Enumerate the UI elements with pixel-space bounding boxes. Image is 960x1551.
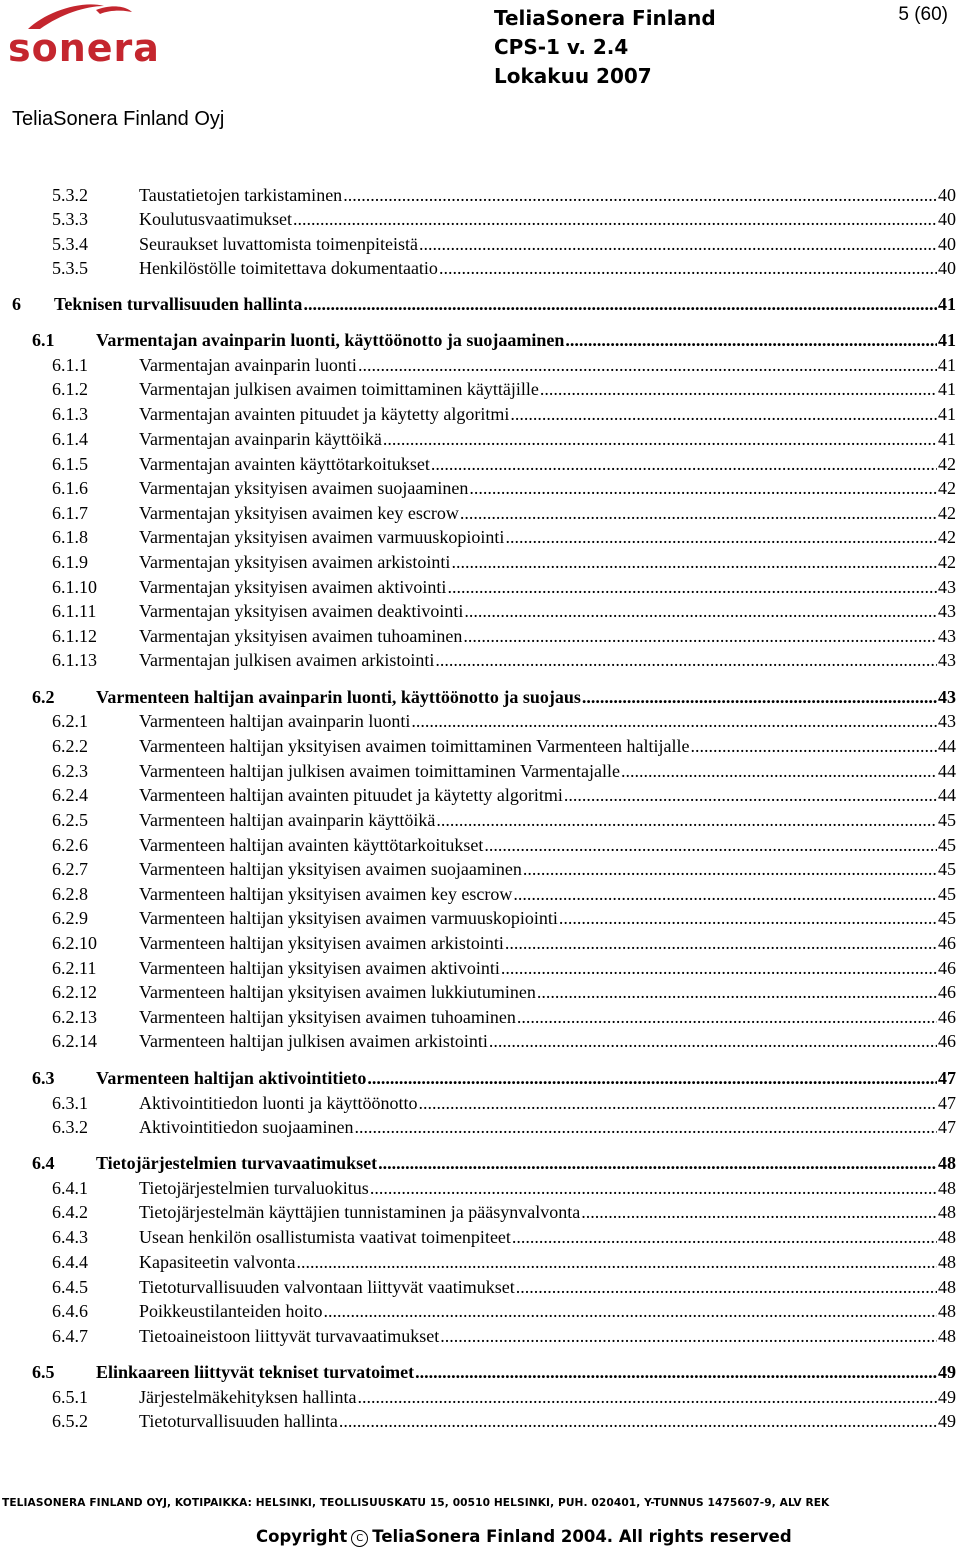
toc-entry-page: 47 [938, 1093, 956, 1113]
toc-entry-number: 6.4.5 [52, 1277, 88, 1297]
toc-entry-number: 6.2.12 [52, 982, 97, 1002]
toc-entry[interactable] [0, 1115, 960, 1139]
toc-leader-dots [439, 256, 937, 280]
toc-entry-title: Varmentajan yksityisen avaimen tuhoaminen [139, 626, 463, 646]
toc-entry[interactable] [0, 1385, 960, 1409]
toc-entry-title: Varmenteen haltijan avainparin luonti [139, 711, 411, 731]
toc-leader-dots [357, 1385, 937, 1409]
toc-entry-page: 45 [938, 908, 956, 928]
toc-entry[interactable] [0, 377, 960, 401]
toc-entry-title: Varmentajan yksityisen avaimen aktivointi [139, 577, 447, 597]
toc-entry[interactable] [0, 1225, 960, 1249]
toc-leader-dots [303, 292, 937, 316]
toc-leader-dots [581, 1200, 937, 1224]
toc-leader-dots [435, 648, 937, 672]
toc-leader-dots [447, 575, 937, 599]
toc-entry-page: 43 [938, 577, 956, 597]
toc-entry-page: 43 [938, 711, 956, 731]
sonera-logo [8, 2, 158, 68]
toc-entry[interactable] [0, 648, 960, 672]
toc-entry-title: Varmentajan avainten käyttötarkoitukset [139, 454, 430, 474]
toc-entry-number: 6.2.5 [52, 810, 88, 830]
toc-entry-page: 42 [938, 552, 956, 572]
toc-entry-number: 6.2.4 [52, 785, 88, 805]
toc-leader-dots [378, 1151, 937, 1175]
toc-entry-title: Koulutusvaatimukset [139, 209, 292, 229]
toc-entry-number: 6.1.1 [52, 355, 88, 375]
toc-entry-page: 48 [938, 1202, 956, 1222]
toc-entry-page: 43 [938, 601, 956, 621]
toc-entry-title: Aktivointitiedon suojaaminen [139, 1117, 354, 1137]
toc-entry[interactable] [0, 427, 960, 451]
toc-entry-page: 48 [938, 1301, 956, 1321]
toc-leader-dots [512, 1225, 937, 1249]
toc-entry-title: Varmentajan julkisen avaimen arkistointi [139, 650, 435, 670]
toc-entry-number: 6.4.4 [52, 1252, 88, 1272]
toc-entry[interactable] [0, 550, 960, 574]
toc-entry-title: Varmentajan avainten pituudet ja käytetty algoritmi [139, 404, 510, 424]
toc-entry-number: 6.1.5 [52, 454, 88, 474]
toc-leader-dots [505, 525, 937, 549]
toc-leader-dots [517, 1005, 937, 1029]
toc-entry[interactable] [0, 980, 960, 1004]
toc-entry-title: Järjestelmäkehityksen hallinta [139, 1387, 357, 1407]
toc-entry[interactable] [0, 906, 960, 930]
toc-entry-page: 48 [938, 1227, 956, 1247]
toc-leader-dots [296, 1250, 937, 1274]
toc-entry-page: 40 [938, 234, 956, 254]
toc-leader-dots [339, 1409, 937, 1433]
toc-entry-title: Varmenteen haltijan yksityisen avaimen varmuuskopiointi [139, 908, 558, 928]
toc-leader-dots [383, 427, 937, 451]
toc-entry-title: Tietoturvallisuuden valvontaan liittyvät vaatimukset [139, 1277, 515, 1297]
toc-entry-number: 6.2.14 [52, 1031, 97, 1051]
toc-entry[interactable] [0, 452, 960, 476]
toc-entry[interactable] [0, 857, 960, 881]
toc-entry-title: Varmentajan julkisen avaimen toimittaminen käyttäjille [139, 379, 539, 399]
toc-entry-title: Aktivointitiedon luonti ja käyttöönotto [139, 1093, 418, 1113]
toc-entry-number: 5.3.3 [52, 209, 88, 229]
toc-entry-page: 41 [938, 379, 956, 399]
toc-leader-dots [460, 501, 937, 525]
footer-address: TELIASONERA FINLAND OYJ, KOTIPAIKKA: HELSINKI, TEOLLISUUSKATU 15, 00510 HELSINKI, PUH. 020401, Y-TUNNUS 1475607-9, ALV REK [2, 1497, 830, 1509]
toc-entry-page: 44 [938, 761, 956, 781]
toc-entry-title: Henkilöstölle toimitettava dokumentaatio [139, 258, 438, 278]
toc-entry[interactable] [0, 353, 960, 377]
toc-entry-title: Poikkeustilanteiden hoito [139, 1301, 323, 1321]
toc-entry-title: Varmenteen haltijan yksityisen avaimen aktivointi [139, 958, 500, 978]
toc-entry[interactable] [0, 1275, 960, 1299]
toc-entry-number: 6.2.1 [52, 711, 88, 731]
toc-entry-title: Varmentajan yksityisen avaimen arkistointi [139, 552, 451, 572]
toc-leader-dots [559, 906, 937, 930]
toc-entry-number: 6.2.13 [52, 1007, 97, 1027]
toc-entry-number: 6.1 [32, 330, 55, 350]
toc-entry-page: 47 [938, 1068, 956, 1088]
toc-leader-dots [293, 207, 937, 231]
toc-leader-dots [505, 931, 937, 955]
toc-entry-number: 6.3 [32, 1068, 55, 1088]
toc-entry-number: 6.2.9 [52, 908, 88, 928]
toc-entry[interactable] [0, 476, 960, 500]
toc-entry-number: 6.4.6 [52, 1301, 88, 1321]
toc-entry-page: 44 [938, 736, 956, 756]
toc-entry-number: 6.5.1 [52, 1387, 88, 1407]
logo-wordmark: sonera [8, 26, 160, 70]
page-number: 5 (60) [898, 4, 948, 25]
toc-entry[interactable] [0, 501, 960, 525]
toc-entry[interactable] [0, 1066, 960, 1090]
toc-entry-number: 6.1.11 [52, 601, 97, 621]
toc-leader-dots [415, 1360, 937, 1384]
toc-leader-dots [323, 1299, 937, 1323]
toc-entry-title: Tietoaineistoon liittyvät turvavaatimukset [139, 1326, 440, 1346]
toc-entry-page: 43 [938, 687, 956, 707]
toc-leader-dots [431, 452, 937, 476]
toc-entry[interactable] [0, 709, 960, 733]
toc-entry[interactable] [0, 402, 960, 426]
toc-entry[interactable] [0, 1324, 960, 1348]
toc-entry-page: 45 [938, 810, 956, 830]
toc-entry-title: Varmentajan yksityisen avaimen key escrow [139, 503, 459, 523]
toc-entry[interactable] [0, 624, 960, 648]
toc-leader-dots [451, 550, 937, 574]
toc-entry-number: 6.2.3 [52, 761, 88, 781]
toc-entry-page: 48 [938, 1178, 956, 1198]
toc-leader-dots [354, 1115, 937, 1139]
toc-entry-number: 6.1.8 [52, 527, 88, 547]
toc-entry-page: 43 [938, 626, 956, 646]
toc-entry-number: 6.2.10 [52, 933, 97, 953]
toc-entry[interactable] [0, 599, 960, 623]
toc-entry-page: 45 [938, 859, 956, 879]
toc-leader-dots [691, 734, 937, 758]
toc-entry-number: 6.5 [32, 1362, 55, 1382]
header-date: Lokakuu 2007 [494, 64, 652, 88]
toc-entry-page: 48 [938, 1252, 956, 1272]
toc-leader-dots [564, 783, 937, 807]
toc-entry-number: 6 [12, 294, 21, 314]
toc-entry-page: 49 [938, 1387, 956, 1407]
toc-entry-title: Varmenteen haltijan yksityisen avaimen toimittaminen Varmenteen haltijalle [139, 736, 690, 756]
toc-entry-number: 6.4.2 [52, 1202, 88, 1222]
toc-entry-title: Varmenteen haltijan julkisen avaimen toimittaminen Varmentajalle [139, 761, 621, 781]
toc-entry-page: 41 [938, 355, 956, 375]
toc-entry[interactable] [0, 882, 960, 906]
toc-entry[interactable] [0, 1360, 960, 1384]
toc-entry-page: 46 [938, 1007, 956, 1027]
toc-entry-page: 48 [938, 1326, 956, 1346]
toc-entry[interactable] [0, 783, 960, 807]
toc-entry-number: 6.1.2 [52, 379, 88, 399]
toc-entry-page: 45 [938, 835, 956, 855]
toc-leader-dots [510, 402, 937, 426]
toc-entry-title: Tietojärjestelmien turvavaatimukset [96, 1153, 378, 1173]
toc-leader-dots [489, 1029, 937, 1053]
toc-entry-title: Tietojärjestelmän käyttäjien tunnistaminen ja pääsynvalvonta [139, 1202, 581, 1222]
toc-entry-number: 6.4.1 [52, 1178, 88, 1198]
toc-entry-number: 6.1.3 [52, 404, 88, 424]
toc-leader-dots [565, 328, 937, 352]
toc-entry-title: Varmenteen haltijan julkisen avaimen arkistointi [139, 1031, 488, 1051]
toc-entry[interactable] [0, 1409, 960, 1433]
toc-entry-number: 6.4.7 [52, 1326, 88, 1346]
toc-entry-number: 5.3.2 [52, 185, 88, 205]
toc-entry-page: 42 [938, 454, 956, 474]
toc-entry-title: Varmenteen haltijan avainparin luonti, käyttöönotto ja suojaus [96, 687, 581, 707]
toc-entry[interactable] [0, 1029, 960, 1053]
toc-leader-dots [370, 1176, 937, 1200]
toc-entry[interactable] [0, 525, 960, 549]
toc-entry-title: Tietojärjestelmien turvaluokitus [139, 1178, 369, 1198]
toc-entry[interactable] [0, 1091, 960, 1115]
toc-leader-dots [343, 183, 937, 207]
toc-entry-title: Varmentajan yksityisen avaimen deaktivointi [139, 601, 464, 621]
toc-entry[interactable] [0, 1176, 960, 1200]
toc-entry[interactable] [0, 292, 960, 316]
toc-leader-dots [540, 377, 937, 401]
toc-leader-dots [411, 709, 937, 733]
toc-entry[interactable] [0, 759, 960, 783]
toc-entry-title: Varmenteen haltijan yksityisen avaimen tuhoaminen [139, 1007, 516, 1027]
toc-entry-title: Usean henkilön osallistumista vaativat toimenpiteet [139, 1227, 511, 1247]
toc-entry-title: Varmentajan yksityisen avaimen varmuuskopiointi [139, 527, 505, 547]
toc-entry[interactable] [0, 956, 960, 980]
toc-leader-dots [469, 476, 937, 500]
toc-entry-number: 6.5.2 [52, 1411, 88, 1431]
toc-entry-number: 6.3.1 [52, 1093, 88, 1113]
toc-entry-page: 41 [938, 404, 956, 424]
toc-leader-dots [436, 808, 937, 832]
toc-entry[interactable] [0, 183, 960, 207]
toc-entry[interactable] [0, 328, 960, 352]
toc-entry-number: 6.2.11 [52, 958, 97, 978]
toc-entry-number: 6.1.9 [52, 552, 88, 572]
document-header-info [494, 4, 716, 91]
toc-entry-title: Varmentajan avainparin luonti, käyttöönotto ja suojaaminen [96, 330, 565, 350]
toc-leader-dots [367, 1066, 937, 1090]
toc-entry-number: 6.1.10 [52, 577, 97, 597]
toc-entry-page: 40 [938, 258, 956, 278]
copyright-suffix: TeliaSonera Finland 2004. All rights reserved [372, 1527, 792, 1546]
toc-leader-dots [484, 833, 937, 857]
toc-entry-title: Kapasiteetin valvonta [139, 1252, 296, 1272]
toc-entry-number: 6.1.13 [52, 650, 97, 670]
toc-entry[interactable] [0, 734, 960, 758]
toc-leader-dots [419, 232, 937, 256]
toc-entry-page: 43 [938, 650, 956, 670]
toc-entry-page: 44 [938, 785, 956, 805]
header-doc-id: CPS-1 v. 2.4 [494, 35, 629, 59]
toc-leader-dots [523, 857, 937, 881]
toc-entry-number: 6.4 [32, 1153, 55, 1173]
toc-entry-page: 45 [938, 884, 956, 904]
company-name: TeliaSonera Finland Oyj [12, 108, 225, 130]
toc-entry[interactable] [0, 833, 960, 857]
toc-entry-title: Tietoturvallisuuden hallinta [139, 1411, 338, 1431]
toc-entry-page: 42 [938, 503, 956, 523]
toc-entry-title: Varmenteen haltijan yksityisen avaimen arkistointi [139, 933, 504, 953]
toc-entry-number: 6.1.7 [52, 503, 88, 523]
toc-entry-number: 6.2.6 [52, 835, 88, 855]
toc-entry-page: 46 [938, 958, 956, 978]
toc-entry-title: Varmenteen haltijan yksityisen avaimen lukkiutuminen [139, 982, 536, 1002]
toc-entry-number: 6.2.7 [52, 859, 88, 879]
toc-entry-title: Varmenteen haltijan avainparin käyttöikä [139, 810, 436, 830]
toc-entry-title: Seuraukset luvattomista toimenpiteistä [139, 234, 418, 254]
toc-entry[interactable] [0, 1299, 960, 1323]
toc-entry-title: Taustatietojen tarkistaminen [139, 185, 343, 205]
toc-entry-title: Varmenteen haltijan aktivointitieto [96, 1068, 367, 1088]
copyright-icon: C [351, 1530, 368, 1547]
toc-entry-title: Varmentajan avainparin luonti [139, 355, 357, 375]
toc-entry-page: 41 [938, 429, 956, 449]
toc-entry-page: 42 [938, 527, 956, 547]
toc-entry-title: Elinkaareen liittyvät tekniset turvatoimet [96, 1362, 415, 1382]
toc-entry-title: Varmentajan avainparin käyttöikä [139, 429, 382, 449]
toc-leader-dots [621, 759, 937, 783]
toc-entry-page: 41 [938, 330, 956, 350]
toc-entry[interactable] [0, 1151, 960, 1175]
toc-entry-page: 46 [938, 933, 956, 953]
toc-entry-title: Varmenteen haltijan avainten pituudet ja käytetty algoritmi [139, 785, 563, 805]
toc-entry[interactable] [0, 931, 960, 955]
toc-entry-number: 6.4.3 [52, 1227, 88, 1247]
toc-leader-dots [516, 1275, 937, 1299]
toc-leader-dots [358, 353, 937, 377]
toc-entry-title: Varmenteen haltijan yksityisen avaimen suojaaminen [139, 859, 522, 879]
toc-leader-dots [501, 956, 937, 980]
toc-leader-dots [418, 1091, 937, 1115]
toc-entry[interactable] [0, 575, 960, 599]
toc-entry-page: 46 [938, 982, 956, 1002]
toc-entry[interactable] [0, 1005, 960, 1029]
toc-entry-number: 6.1.4 [52, 429, 88, 449]
toc-entry-number: 6.1.12 [52, 626, 97, 646]
toc-entry-number: 5.3.4 [52, 234, 88, 254]
toc-entry-page: 49 [938, 1411, 956, 1431]
toc-entry-title: Varmenteen haltijan avainten käyttötarkoitukset [139, 835, 484, 855]
toc-leader-dots [513, 882, 937, 906]
toc-entry[interactable] [0, 207, 960, 231]
toc-leader-dots [582, 685, 937, 709]
header-company-title: TeliaSonera Finland [494, 6, 716, 30]
toc-entry-number: 6.2 [32, 687, 55, 707]
toc-entry-page: 41 [938, 294, 956, 314]
toc-entry-title: Varmenteen haltijan yksityisen avaimen key escrow [139, 884, 513, 904]
toc-entry[interactable] [0, 256, 960, 280]
toc-entry-page: 40 [938, 209, 956, 229]
toc-entry-page: 48 [938, 1153, 956, 1173]
footer-copyright [256, 1527, 792, 1547]
toc-entry-page: 40 [938, 185, 956, 205]
toc-entry-page: 47 [938, 1117, 956, 1137]
copyright-prefix: Copyright [256, 1527, 348, 1546]
toc-entry-page: 49 [938, 1362, 956, 1382]
toc-leader-dots [537, 980, 937, 1004]
toc-leader-dots [463, 624, 937, 648]
toc-entry-number: 6.1.6 [52, 478, 88, 498]
toc-entry[interactable] [0, 685, 960, 709]
toc-entry-title: Teknisen turvallisuuden hallinta [54, 294, 303, 314]
toc-entry-number: 6.3.2 [52, 1117, 88, 1137]
toc-entry-page: 42 [938, 478, 956, 498]
toc-entry-number: 5.3.5 [52, 258, 88, 278]
toc-entry-number: 6.2.8 [52, 884, 88, 904]
toc-entry-number: 6.2.2 [52, 736, 88, 756]
toc-entry-title: Varmentajan yksityisen avaimen suojaaminen [139, 478, 469, 498]
toc-leader-dots [464, 599, 937, 623]
toc-entry[interactable] [0, 232, 960, 256]
toc-leader-dots [440, 1324, 937, 1348]
toc-entry-page: 46 [938, 1031, 956, 1051]
toc-entry[interactable] [0, 808, 960, 832]
toc-entry[interactable] [0, 1250, 960, 1274]
toc-entry-page: 48 [938, 1277, 956, 1297]
toc-entry[interactable] [0, 1200, 960, 1224]
